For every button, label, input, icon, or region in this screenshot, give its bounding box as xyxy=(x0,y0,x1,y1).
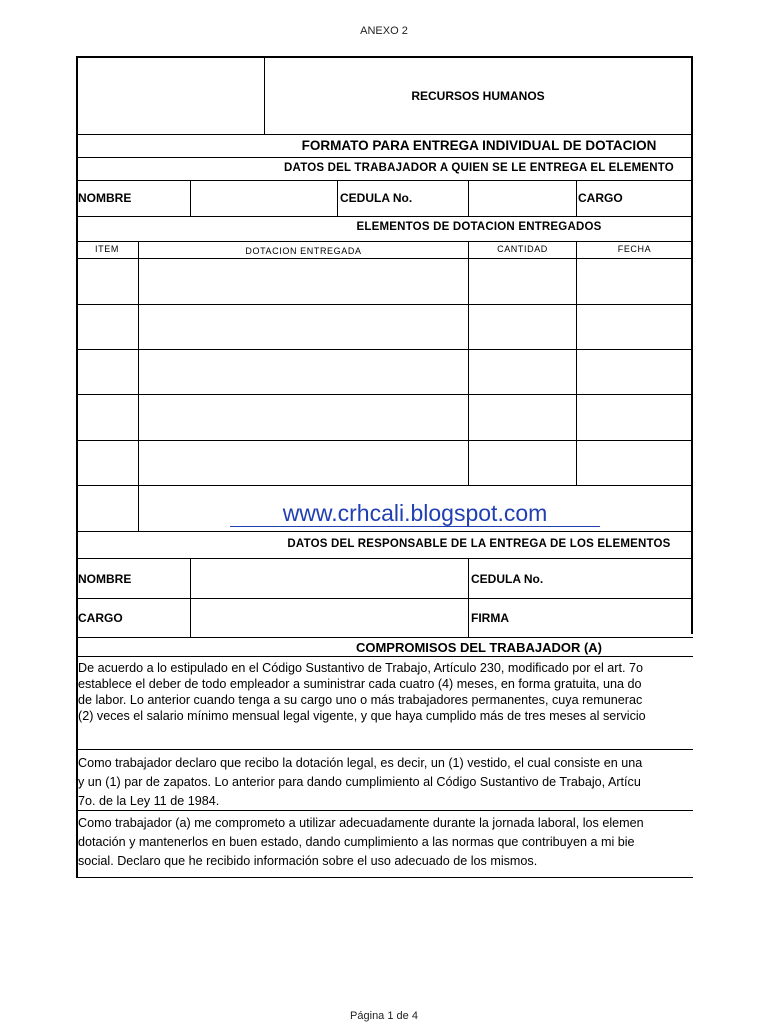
paragraph-line: 7o. de la Ley 11 de 1984. xyxy=(78,794,220,808)
commitments-title: COMPROMISOS DEL TRABAJADOR (A) xyxy=(355,640,603,655)
paragraph-line: social. Declaro que he recibido información sobre el uso adecuado de los mismos. xyxy=(78,854,538,868)
paragraph-line: y un (1) par de zapatos. Lo anterior para dando cumplimiento al Código Sustantivo de Trabajo, Artícu xyxy=(78,775,641,789)
commitment-paragraph-3 xyxy=(78,814,692,871)
paragraph-line: De acuerdo a lo estipulado en el Código Sustantivo de Trabajo, Artículo 230, modificado por el art. 7o xyxy=(78,661,643,675)
responsible-name-field[interactable] xyxy=(191,559,467,598)
paragraph-line: establece el deber de todo empleador a suministrar cada cuatro (4) meses, en forma gratuita, una do xyxy=(78,677,642,691)
worker-position-label: CARGO xyxy=(578,191,623,205)
responsible-name-label: NOMBRE xyxy=(78,572,132,586)
table-row[interactable] xyxy=(78,259,691,304)
page-header: ANEXO 2 xyxy=(360,25,408,37)
table-row[interactable] xyxy=(78,305,691,349)
responsible-position-field[interactable] xyxy=(191,599,467,637)
page-footer: Página 1 de 4 xyxy=(350,1010,418,1022)
worker-id-label: CEDULA No. xyxy=(340,191,413,205)
table-row[interactable] xyxy=(78,441,691,485)
table-row[interactable] xyxy=(78,395,691,440)
column-header-fecha: FECHA xyxy=(617,244,652,254)
worker-section-title: DATOS DEL TRABAJADOR A QUIEN SE LE ENTREGA EL ELEMENTO xyxy=(284,162,674,174)
column-header-cantidad: CANTIDAD xyxy=(497,244,548,254)
items-section-title: ELEMENTOS DE DOTACION ENTREGADOS xyxy=(356,221,602,233)
responsible-signature-label: FIRMA xyxy=(471,611,509,625)
column-header-item: ITEM xyxy=(95,244,119,254)
department-title: RECURSOS HUMANOS xyxy=(411,89,545,103)
logo-cell xyxy=(78,58,262,132)
watermark-url-link[interactable]: www.crhcali.blogspot.com xyxy=(230,500,600,527)
responsible-section-title: DATOS DEL RESPONSABLE DE LA ENTREGA DE LOS ELEMENTOS xyxy=(287,538,671,550)
paragraph-line: Como trabajador (a) me comprometo a utilizar adecuadamente durante la jornada laboral, los elemen xyxy=(78,816,644,830)
worker-name-label: NOMBRE xyxy=(78,191,132,205)
form-title: FORMATO PARA ENTREGA INDIVIDUAL DE DOTACION xyxy=(301,138,657,153)
paragraph-line: de labor. Lo anterior cuando tenga a su cargo uno o más trabajadores permanentes, cuya remunerac xyxy=(78,693,643,707)
commitment-paragraph-1 xyxy=(78,660,692,724)
paragraph-line: dotación y mantenerlos en buen estado, dando cumplimiento a las normas que contribuyen a mi bie xyxy=(78,835,635,849)
table-row[interactable] xyxy=(78,350,691,394)
worker-id-field[interactable] xyxy=(469,181,575,215)
commitment-paragraph-2 xyxy=(78,754,692,811)
paragraph-line: Como trabajador declaro que recibo la dotación legal, es decir, un (1) vestido, el cual consiste en una xyxy=(78,756,643,770)
responsible-position-label: CARGO xyxy=(78,611,123,625)
responsible-id-label: CEDULA No. xyxy=(471,572,544,586)
column-header-dotacion: DOTACION ENTREGADA xyxy=(245,246,362,256)
worker-name-field[interactable] xyxy=(191,181,336,215)
paragraph-line: (2) veces el salario mínimo mensual legal vigente, y que haya cumplido más de tres meses al servicio xyxy=(78,709,646,723)
